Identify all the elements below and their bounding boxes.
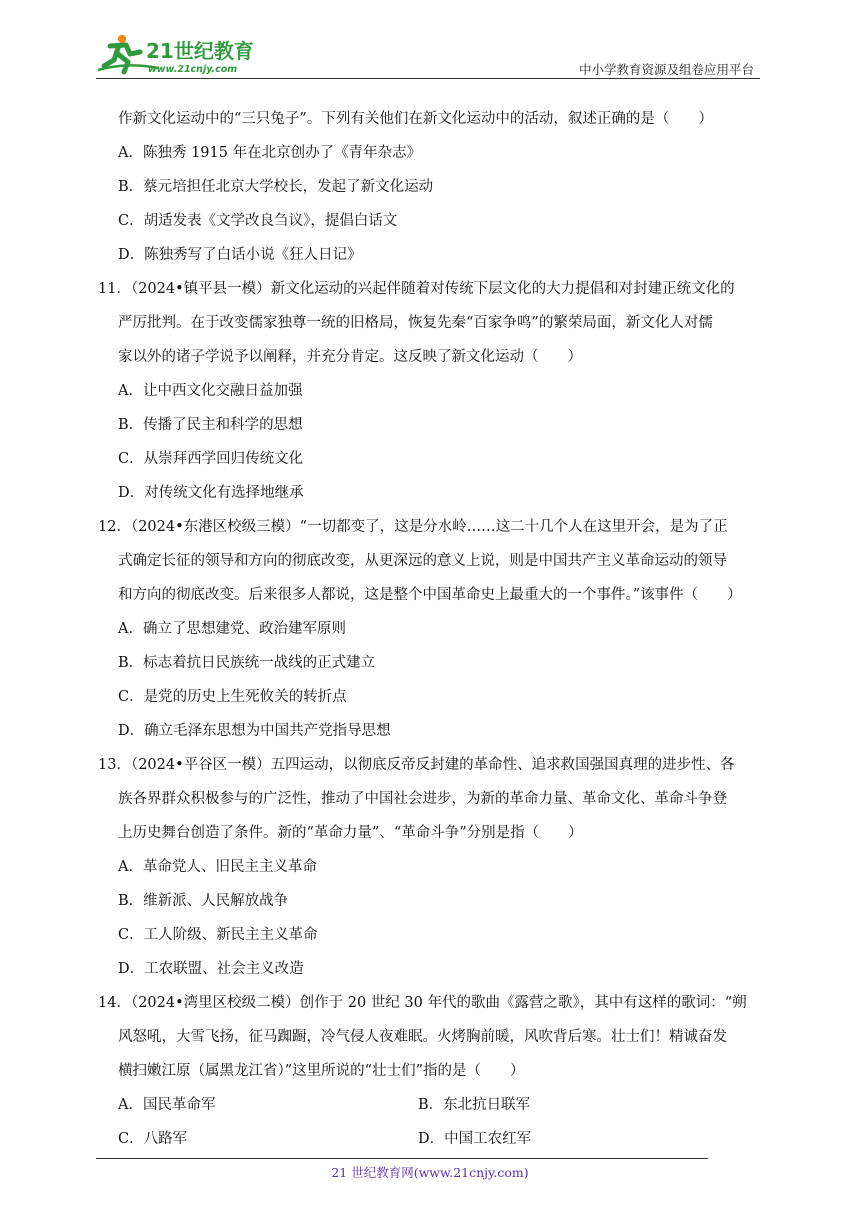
question-stem-line: 11．（2024•镇平县一模）新文化运动的兴起伴随着对传统下层文化的大力提倡和对封建正统文化的 xyxy=(98,281,735,297)
question-stem-line: 严厉批判。在于改变儒家独尊一统的旧格局，恢复先秦“百家争鸣”的繁荣局面，新文化人对儒 xyxy=(118,315,713,331)
footer-divider xyxy=(96,1158,708,1159)
option-b: B．东北抗日联军 xyxy=(418,1097,531,1113)
option-a: A．让中西文化交融日益加强 xyxy=(118,383,303,399)
question-stem-line: 作新文化运动中的“三只兔子”。下列有关他们在新文化运动中的活动，叙述正确的是（ ） xyxy=(118,111,713,127)
option-b: B．标志着抗日民族统一战线的正式建立 xyxy=(118,655,376,671)
question-10 xyxy=(118,102,778,272)
option-c: C．工人阶级、新民主主义革命 xyxy=(118,927,318,943)
platform-name: 中小学教育资源及组卷应用平台 xyxy=(578,62,754,77)
question-11 xyxy=(98,272,778,510)
option-a: A．确立了思想建党、政治建军原则 xyxy=(118,621,346,637)
option-d: D．确立毛泽东思想为中国共产党指导思想 xyxy=(118,723,391,739)
logo-main-text: 21世纪教育 xyxy=(146,39,254,63)
option-a: A．陈独秀 1915 年在北京创办了《青年杂志》 xyxy=(118,145,422,161)
question-stem-line: 风怒吼，大雪飞扬，征马踟蹰，冷气侵人夜难眠。火烤胸前暖，风吹背后寒。壮士们！精诚奋发 xyxy=(118,1029,727,1045)
footer-text[interactable]: 21 世纪教育网(www.21cnjy.com) xyxy=(331,1165,529,1180)
header-divider xyxy=(96,78,760,79)
option-row xyxy=(118,1122,778,1156)
question-12 xyxy=(98,510,778,748)
option-a: A．国民革命军 xyxy=(118,1097,216,1113)
option-d: D．陈独秀写了白话小说《狂人日记》 xyxy=(118,247,362,263)
option-c: C．从崇拜西学回归传统文化 xyxy=(118,451,304,467)
question-stem-line: 和方向的彻底改变。后来很多人都说，这是整个中国革命史上最重大的一个事件。”该事件（ ） xyxy=(118,587,742,603)
question-stem-line: 12．（2024•东港区校级三模）“一切都变了，这是分水岭……这二十几个人在这里开会，是为了正 xyxy=(98,519,728,535)
question-13 xyxy=(98,748,778,986)
question-list xyxy=(98,102,778,1156)
question-stem-line: 横扫嫩江原（属黑龙江省）”这里所说的“壮士们”指的是（ ） xyxy=(118,1063,525,1079)
option-b: B．传播了民主和科学的思想 xyxy=(118,417,303,433)
question-stem-line: 族各界群众积极参与的广泛性，推动了中国社会进步，为新的革命力量、革命文化、革命斗争登 xyxy=(118,791,727,807)
page-header xyxy=(96,30,760,78)
question-stem-line: 家以外的诸子学说予以阐释，并充分肯定。这反映了新文化运动（ ） xyxy=(118,349,582,365)
option-d: D．中国工农红军 xyxy=(418,1131,532,1147)
question-14 xyxy=(98,986,778,1156)
option-c: C．八路军 xyxy=(118,1131,188,1147)
option-row xyxy=(118,1088,778,1122)
question-stem-line: 式确定长征的领导和方向的彻底改变，从更深远的意义上说，则是中国共产主义革命运动的领导 xyxy=(118,553,727,569)
option-d: D．对传统文化有选择地继承 xyxy=(118,485,304,501)
option-b: B．蔡元培担任北京大学校长，发起了新文化运动 xyxy=(118,179,434,195)
question-stem-line: 13．（2024•平谷区一模）五四运动，以彻底反帝反封建的革命性、追求救国强国真理的进步性、各 xyxy=(98,757,735,773)
site-logo xyxy=(96,32,266,76)
option-c: C．是党的历史上生死攸关的转折点 xyxy=(118,689,347,705)
option-b: B．维新派、人民解放战争 xyxy=(118,893,289,909)
option-d: D．工农联盟、社会主义改造 xyxy=(118,961,304,977)
logo-url-text: www.21cnjy.com xyxy=(148,64,238,75)
question-stem-line: 上历史舞台创造了条件。新的“革命力量”、“革命斗争”分别是指（ ） xyxy=(118,825,583,841)
option-c: C．胡适发表《文学改良刍议》，提倡白话文 xyxy=(118,213,398,229)
option-a: A．革命党人、旧民主主义革命 xyxy=(118,859,317,875)
question-stem-line: 14．（2024•湾里区校级二模）创作于 20 世纪 30 年代的歌曲《露营之歌》，其中有这样的歌词：“朔 xyxy=(98,995,747,1011)
